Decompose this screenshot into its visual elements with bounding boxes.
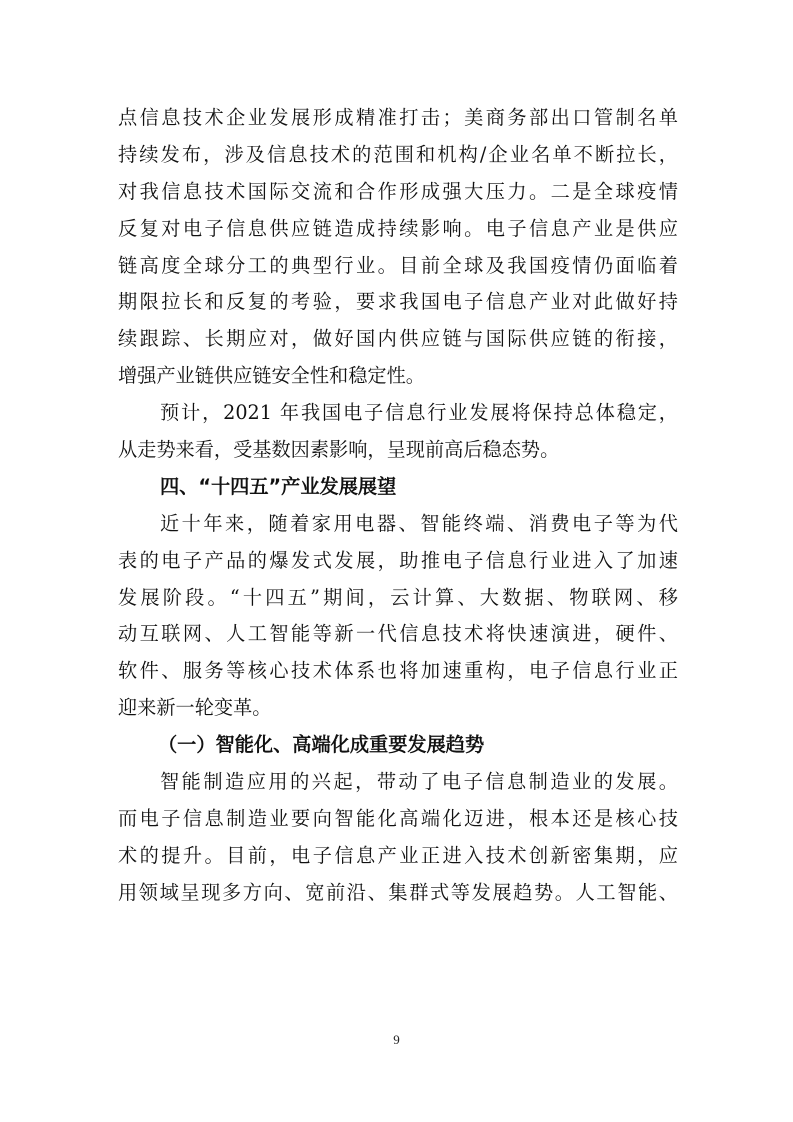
text-line: 动互联网、人工智能等新一代信息技术将快速演进，硬件、 (118, 622, 678, 646)
text-line: 迎来新一轮变革。 (118, 696, 272, 720)
page-number: 9 (393, 1032, 400, 1047)
text-line: 表的电子产品的爆发式发展，助推电子信息行业进入了加速 (118, 548, 678, 572)
text-line: 软件、服务等核心技术体系也将加速重构，电子信息行业正 (118, 659, 678, 683)
text-line: 用领域呈现多方向、宽前沿、集群式等发展趋势。人工智能、 (118, 880, 678, 904)
text-line: 续跟踪、长期应对，做好国内供应链与国际供应链的衔接， (118, 327, 678, 351)
text-line: 链高度全球分工的典型行业。目前全球及我国疫情仍面临着 (118, 253, 678, 277)
text-line: 点信息技术企业发展形成精准打击；美商务部出口管制名单 (118, 106, 678, 129)
text-line: 近十年来，随着家用电器、智能终端、消费电子等为代 (160, 511, 678, 535)
text-line: 期限拉长和反复的考验，要求我国电子信息产业对此做好持 (118, 290, 678, 314)
text-line: 增强产业链供应链安全性和稳定性。 (118, 364, 425, 388)
text-line: 术的提升。目前，电子信息产业正进入技术创新密集期，应 (118, 843, 678, 867)
body-text (118, 100, 678, 912)
text-line: 预计，2021 年我国电子信息行业发展将保持总体稳定， (160, 401, 678, 425)
section-heading: 四、“十四五”产业发展展望 (160, 474, 397, 498)
text-line: 反复对电子信息供应链造成持续影响。电子信息产业是供应 (118, 216, 678, 240)
text-line: 发展阶段。“十四五”期间，云计算、大数据、物联网、移 (118, 585, 678, 609)
subsection-heading: （一）智能化、高端化成重要发展趋势 (158, 733, 485, 757)
text-line: 持续发布，涉及信息技术的范围和机构/企业名单不断拉长， (118, 142, 678, 166)
text-line: 从走势来看，受基数因素影响，呈现前高后稳态势。 (118, 438, 560, 462)
text-line: 对我信息技术国际交流和合作形成强大压力。二是全球疫情 (118, 179, 678, 203)
text-line: 而电子信息制造业要向智能化高端化迈进，根本还是核心技 (118, 806, 678, 830)
text-line: 智能制造应用的兴起，带动了电子信息制造业的发展。 (160, 770, 678, 794)
